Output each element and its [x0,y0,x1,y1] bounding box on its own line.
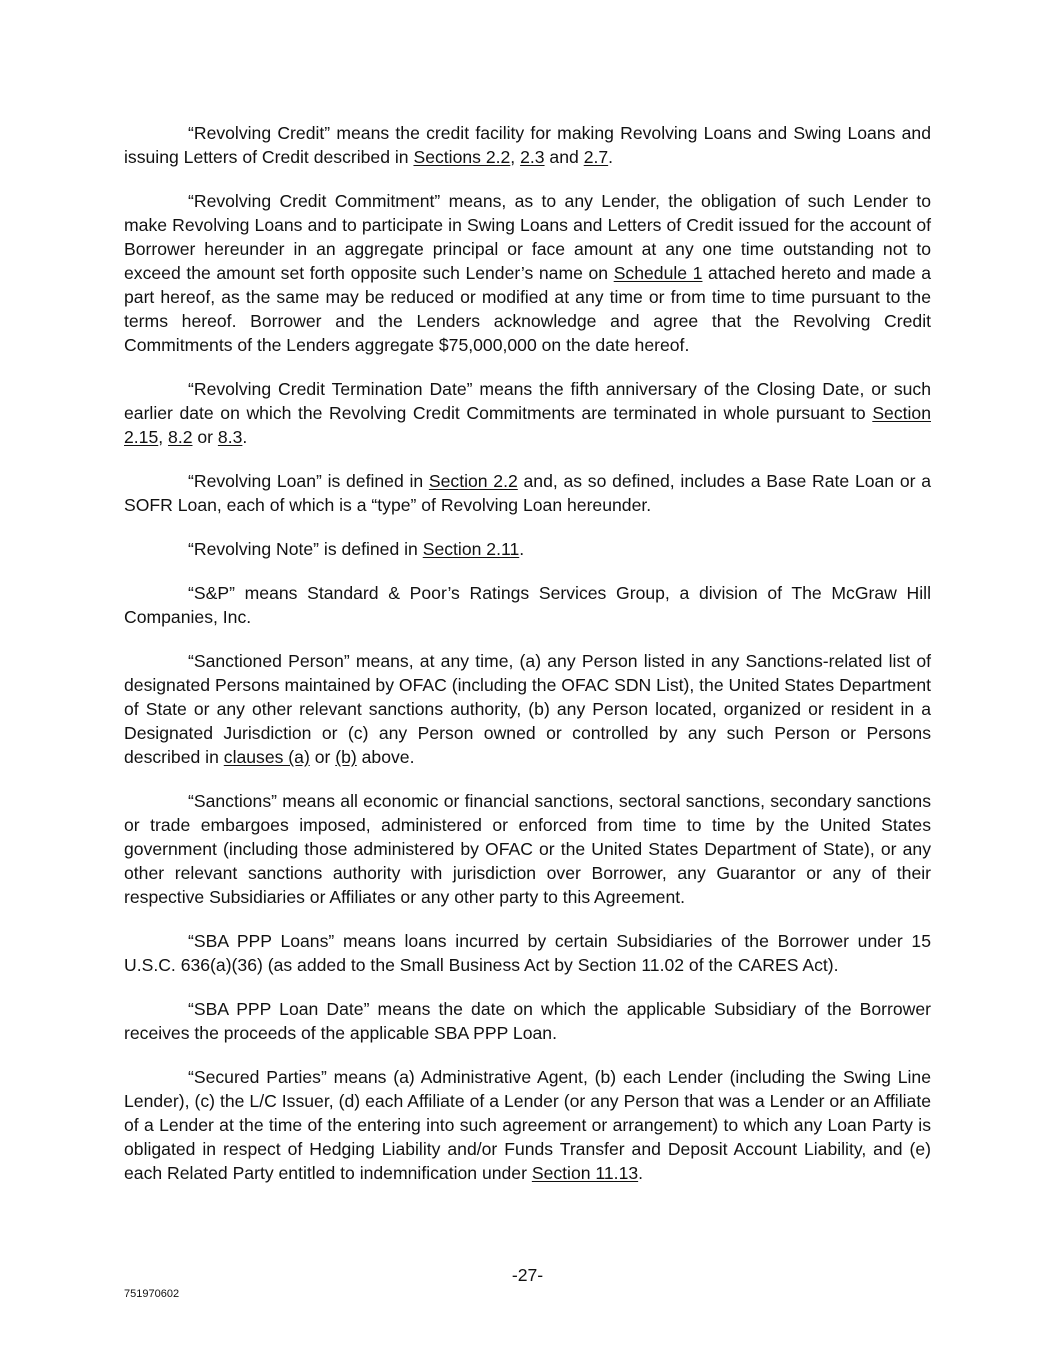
defined-term: “Sanctioned Person” [188,651,350,671]
defined-term: “Revolving Credit” [188,123,331,143]
definition-text: means, at any time, (a) any Person listed in any Sanctions-related list of designated Persons maintained by OFAC (including the OFAC SDN List), the United States Department of State or any other relevant sanctions authority, (b) any Person located, organized or resident in a Designated Jurisdiction or (c) any Person owned or controlled by any such Person or Persons described in [124,651,931,767]
definition-paragraph [124,997,931,1045]
definition-text: means loans incurred by certain Subsidiaries of the Borrower under 15 U.S.C. 636(a)(36) (as added to the Small Business Act by Section 11.02 of the CARES Act). [124,931,931,975]
definition-paragraph [124,1065,931,1185]
defined-term: “SBA PPP Loans” [188,931,335,951]
page-number: -27- [511,1265,544,1285]
definition-text: and [544,147,584,167]
cross-reference: Section 11.13 [531,1163,639,1183]
document-body [124,121,931,1205]
definition-text: is defined in [319,539,423,559]
cross-reference: Section 2.2 [428,471,518,491]
definition-text: above. [356,747,415,767]
defined-term: “Revolving Credit Commitment” [188,191,441,211]
definition-paragraph [124,929,931,977]
definition-text: or [309,747,336,767]
definition-text: is defined in [321,471,429,491]
defined-term: “SBA PPP Loan Date” [188,999,370,1019]
definition-text: means, as to any Lender, the obligation of such Lender to make Revolving Loans and to participate in Swing Loans and Letters of Credit issued for the account of Borrower hereunder in an aggregate principal or face amount at any one time outstanding not to exceed the amount set forth opposite such Lender’s name on [124,191,931,283]
cross-reference: 8.2 [168,427,193,447]
cross-reference: Section 2.15 [124,403,931,447]
definition-text: . [519,539,525,559]
definition-paragraph [124,121,931,169]
definition-text: . [608,147,614,167]
definition-paragraph [124,377,931,449]
defined-term: “Sanctions” [188,791,277,811]
definition-text: means the credit facility for making Revolving Loans and Swing Loans and issuing Letters of Credit described in [124,123,931,167]
cross-reference: clauses (a) [223,747,310,767]
defined-term: “S&P” [188,583,235,603]
definition-text: . [242,427,248,447]
definition-paragraph [124,469,931,517]
definition-text: means the fifth anniversary of the Closing Date, or such earlier date on which the Revolving Credit Commitments are terminated in whole pursuant to [124,379,932,423]
definition-paragraph [124,581,931,629]
defined-term: “Revolving Loan” [188,471,322,491]
cross-reference: (b) [335,747,357,767]
definition-text: , [510,147,521,167]
definition-text: or [192,427,218,447]
definition-text: means all economic or financial sanctions, sectoral sanctions, secondary sanctions or trade embargoes imposed, administered or enforced from time to time by the United States government (including those administered by OFAC or the United States Department of State), or any other relevant sanctions authority with jurisdiction over Borrower, any Guarantor or any of their respective Subsidiaries or Affiliates or any other party to this Agreement. [124,791,931,907]
definition-text: means Standard & Poor’s Ratings Services Group, a division of The McGraw Hill Companies, Inc. [124,583,931,627]
definition-text: and, as so defined, includes a Base Rate Loan or a SOFR Loan, each of which is a “type” of Revolving Loan hereunder. [124,471,931,515]
definition-text: means the date on which the applicable Subsidiary of the Borrower receives the proceeds of the applicable SBA PPP Loan. [124,999,931,1043]
definition-paragraph [124,649,931,769]
definition-text: , [158,427,169,447]
definition-paragraph [124,537,931,561]
cross-reference: 8.3 [217,427,243,447]
cross-reference: Section 2.11 [422,539,520,559]
definition-text: attached hereto and made a part hereof, as the same may be reduced or modified at any time or from time to time pursuant to the terms hereof. Borrower and the Lenders acknowledge and agree that the Revolving Credit Commitments of the Lenders aggregate $75,000,000 on the date hereof. [124,263,932,355]
definition-text: . [638,1163,644,1183]
cross-reference: 2.3 [520,147,545,167]
cross-reference: 2.7 [583,147,609,167]
definition-paragraph [124,789,931,909]
cross-reference: Schedule 1 [613,263,703,283]
document-id: 751970602 [124,1288,180,1300]
definition-paragraph [124,189,931,357]
defined-term: “Revolving Credit Termination Date” [188,379,473,399]
defined-term: “Secured Parties” [188,1067,327,1087]
definition-text: means (a) Administrative Agent, (b) each Lender (including the Swing Line Lender), (c) the L/C Issuer, (d) each Affiliate of a Lender (or any Person that was a Lender or an Affiliate of a Lender at the time of the entering into such agreement or arrangement) to which any Loan Party is obligated in respect of Hedging Liability and/or Funds Transfer and Deposit Account Liability, and (e) each Related Party entitled to indemnification under [124,1067,931,1183]
defined-term: “Revolving Note” [188,539,320,559]
cross-reference: Sections 2.2 [413,147,511,167]
